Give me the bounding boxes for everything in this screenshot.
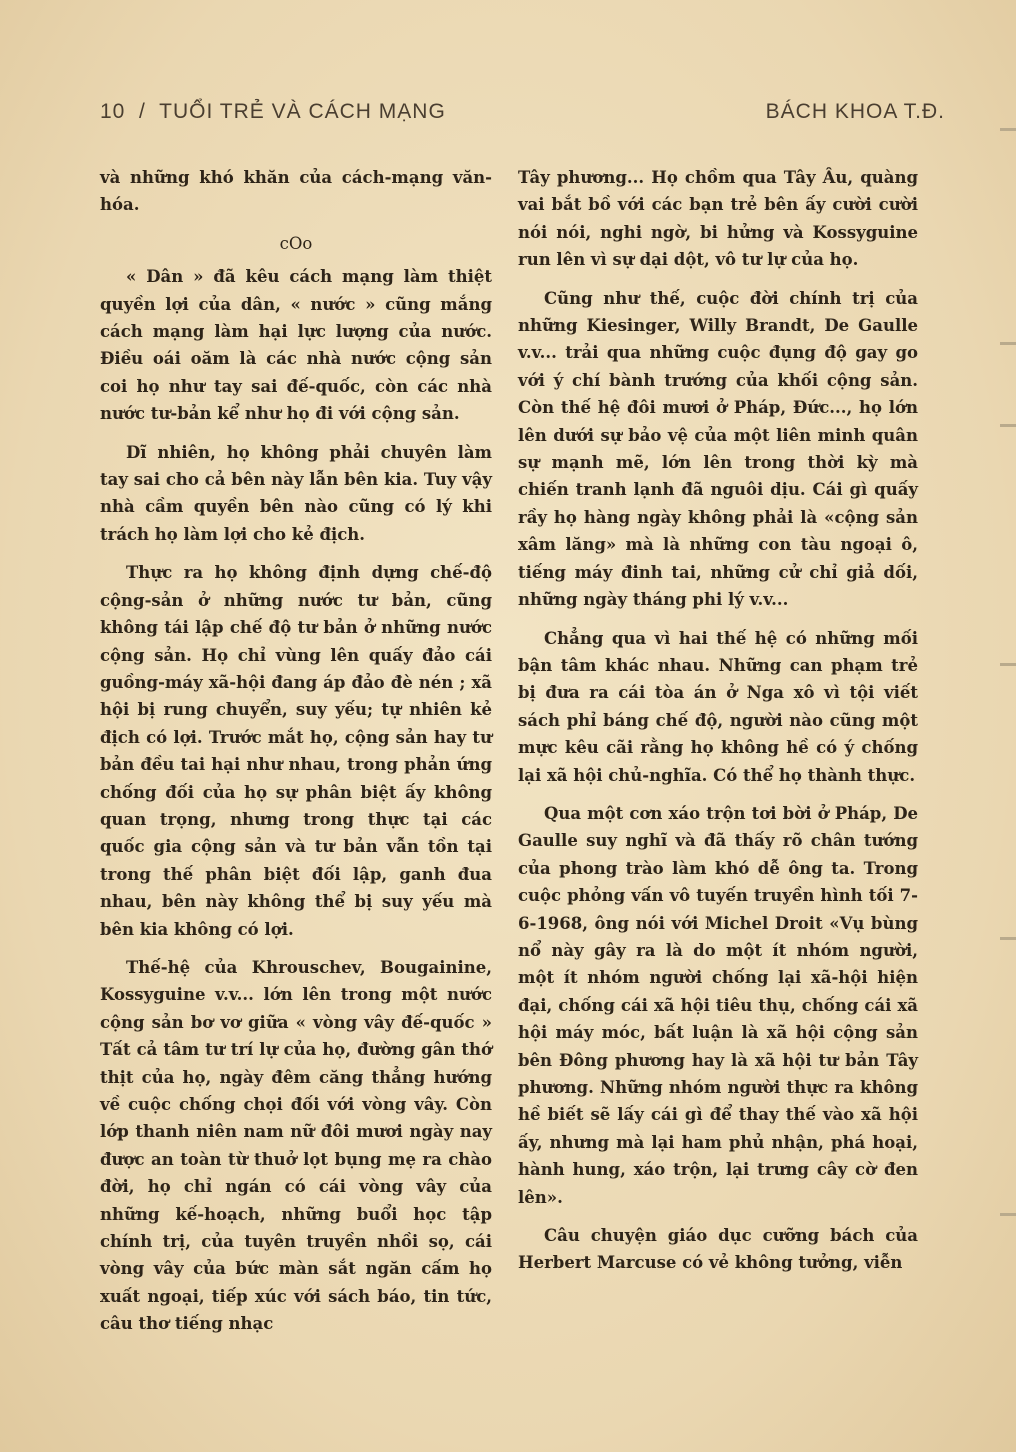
paragraph: Qua một cơn xáo trộn tơi bời ở Pháp, De Gaulle suy nghĩ và đã thấy rõ chân tướng của phong trào làm khó dễ ông ta. Trong cuộc phỏng vấn vô tuyến truyền hình tối 7-6-1968, ông nói với Michel Droit «Vụ bùng nổ này gây ra là do một ít nhóm người, một ít nhóm người chống lại xã-hội hiện đại, chống cái xã hội tiêu thụ, chống cái xã hội máy móc, bất luận là xã hội cộng sản bên Đông phương hay là xã hội tư bản Tây phương. Những nhóm người thực ra không hề biết sẽ lấy cái gì để thay thế vào xã hội ấy, nhưng mà lại ham phủ nhận, phá hoại, hành hung, xáo trộn, lại trưng cây cờ đen lên». (518, 803, 918, 1207)
paragraph: Dĩ nhiên, họ không phải chuyên làm tay sai cho cả bên này lẫn bên kia. Tuy vậy nhà cầm quyền bên nào cũng có lý khi trách họ làm lợi cho kẻ địch. (100, 442, 492, 544)
paragraph: Thực ra họ không định dựng chế-độ cộng-sản ở những nước tư bản, cũng không tái lập chế độ tư bản ở những nước cộng sản. Họ chỉ vùng lên quấy đảo cái guồng-máy xã-hội đang áp đảo đè nén ; xã hội bị rung chuyển, suy yếu; tự nhiên kẻ địch có lợi. Trước mắt họ, cộng sản hay tư bản đều tai hại như nhau, trong phản ứng chống đối của họ sự phân biệt ấy không quan trọng, nhưng trong thực tại các quốc gia cộng sản và tư bản vẫn tồn tại trong thế phân biệt đối lập, ganh đua nhau, bên này không thể bị suy yếu mà bên kia không có lợi. (100, 563, 492, 939)
margin-mark (1000, 342, 1016, 345)
paragraph: Chẳng qua vì hai thế hệ có những mối bận tâm khác nhau. Những can phạm trẻ bị đưa ra cái tòa án ở Nga xô vì tội viết sách phỉ báng chế độ, người nào cũng một mực kêu cãi rằng họ không hề có ý chống lại xã hội chủ-nghĩa. Có thể họ thành thực. (518, 628, 918, 785)
paragraph: Tây phương... Họ chồm qua Tây Âu, quàng vai bắt bồ với các bạn trẻ bên ấy cười cười nói nói, nghi ngờ, bi hửng và Kossyguine run lên vì sự dại dột, vô tư lự của họ. (518, 168, 918, 270)
margin-mark (1000, 937, 1016, 940)
section-separator: cOo (279, 233, 313, 253)
publication-name: BÁCH KHOA T.Đ. (765, 100, 945, 123)
margin-mark (1000, 663, 1016, 666)
left-column (100, 164, 492, 1349)
paragraph: Câu chuyện giáo dục cưỡng bách của Herbert Marcuse có vẻ không tưởng, viễn (518, 1226, 918, 1273)
paragraph: và những khó khăn của cách-mạng văn-hóa. (100, 168, 492, 215)
margin-mark (1000, 1213, 1016, 1216)
page-header (100, 100, 945, 134)
margin-mark (1000, 128, 1016, 131)
running-head-left: 10 / TUỔI TRẺ VÀ CÁCH MẠNG (100, 100, 446, 123)
paragraph: « Dân » đã kêu cách mạng làm thiệt quyền lợi của dân, « nước » cũng mắng cách mạng làm hại lực lượng của nước. Điều oái oăm là các nhà nước cộng sản coi họ như tay sai đế-quốc, còn các nhà nước tư-bản kể như họ đi với cộng sản. (100, 267, 492, 424)
section-title: TUỔI TRẺ VÀ CÁCH MẠNG (159, 100, 446, 123)
paragraph: Thế-hệ của Khrouschev, Bougainine, Kossyguine v.v... lớn lên trong một nước cộng sản bơ vơ giữa « vòng vây đế-quốc » Tất cả tâm tư trí lự của họ, đường gân thớ thịt của họ, ngày đêm căng thẳng hướng về cuộc chống chọi đối với vòng vây. Còn lớp thanh niên nam nữ đôi mươi ngày nay được an toàn từ thuở lọt bụng mẹ ra chào đời, họ chỉ ngán có cái vòng vây của những kế-hoạch, những buổi học tập chính trị, của tuyên truyền nhồi sọ, cái vòng vây của bức màn sắt ngăn cấm họ xuất ngoại, tiếp xúc với sách báo, tin tức, câu thơ tiếng nhạc (100, 957, 492, 1334)
page-number: 10 (100, 100, 126, 123)
paragraph: Cũng như thế, cuộc đời chính trị của những Kiesinger, Willy Brandt, De Gaulle v.v... trải qua những cuộc đụng độ gay go với ý chí bành trướng của khối cộng sản. Còn thế hệ đôi mươi ở Pháp, Đức..., họ lớn lên dưới sự bảo vệ của một liên minh quân sự mạnh mẽ, lớn lên trong thời kỳ mà chiến tranh lạnh đã nguôi dịu. Cái gì quấy rầy họ hàng ngày không phải là «cộng sản xâm lăng» mà là những con tàu ngoại ô, tiếng máy đinh tai, những cử chỉ giả dối, những ngày tháng phi lý v.v... (518, 288, 918, 610)
right-column (518, 164, 918, 1288)
margin-mark (1000, 424, 1016, 427)
